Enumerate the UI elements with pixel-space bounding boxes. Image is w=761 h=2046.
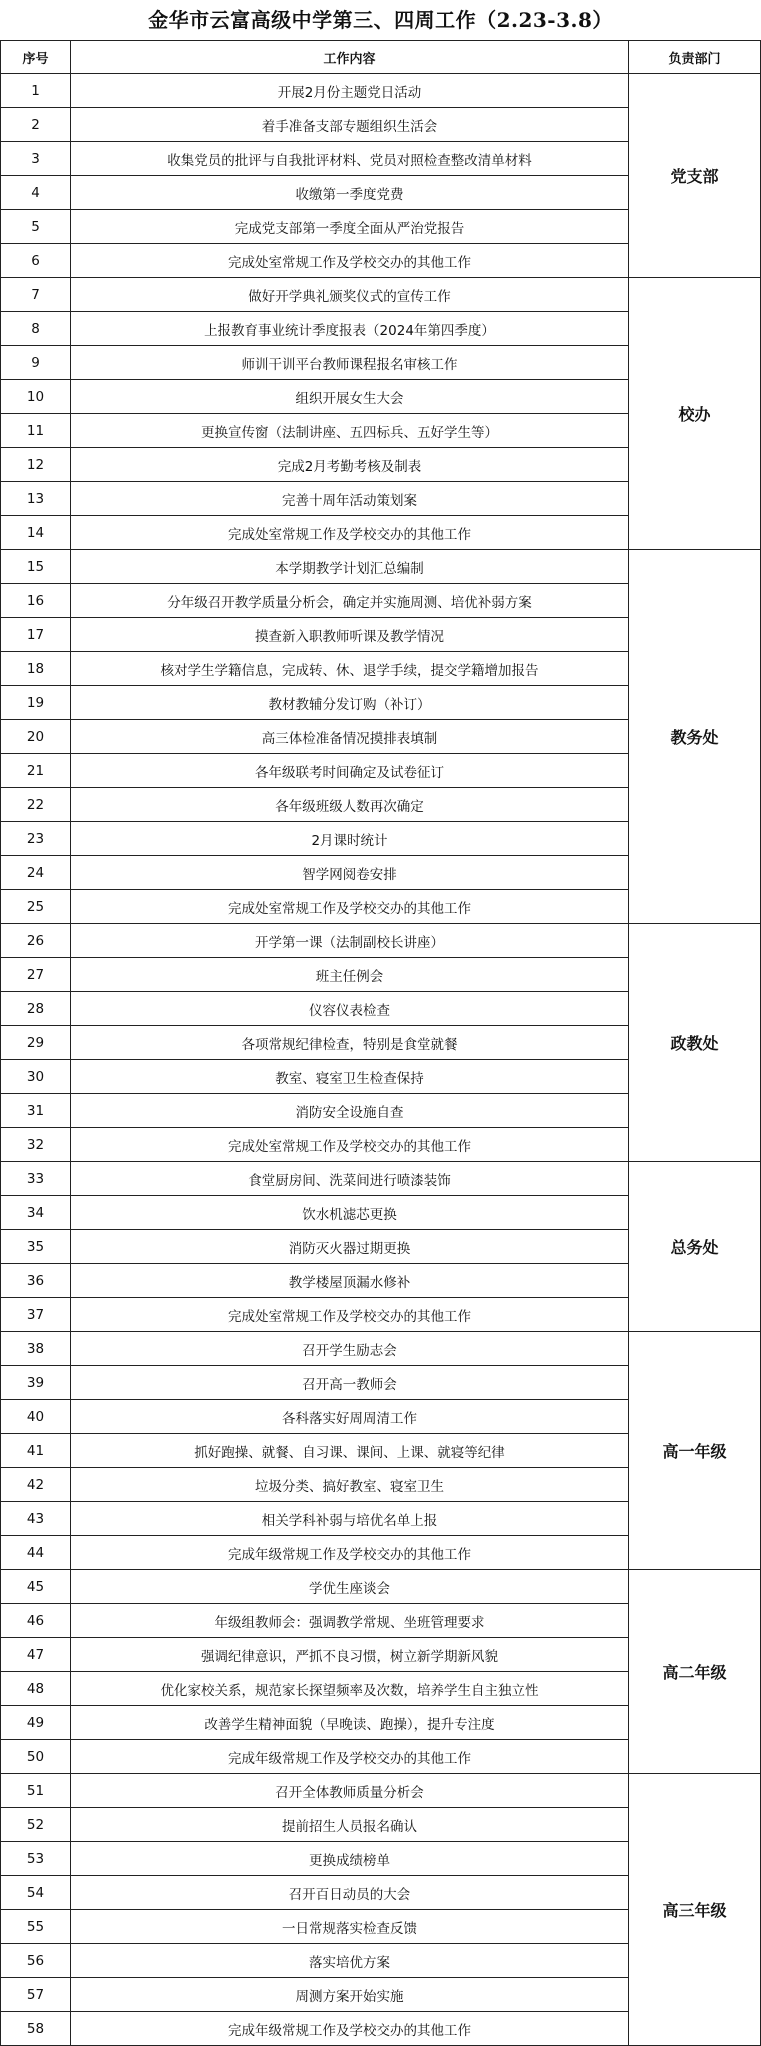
column-header-content: 工作内容 xyxy=(71,41,629,74)
row-number: 15 xyxy=(1,550,71,584)
task-content: 各年级班级人数再次确定 xyxy=(71,788,629,822)
task-content: 更换成绩榜单 xyxy=(71,1842,629,1876)
task-content: 教学楼屋顶漏水修补 xyxy=(71,1264,629,1298)
department-cell: 高三年级 xyxy=(629,1774,761,2046)
department-cell: 高一年级 xyxy=(629,1332,761,1570)
task-content: 饮水机滤芯更换 xyxy=(71,1196,629,1230)
task-content: 核对学生学籍信息，完成转、休、退学手续，提交学籍增加报告 xyxy=(71,652,629,686)
task-content: 完成处室常规工作及学校交办的其他工作 xyxy=(71,1128,629,1162)
row-number: 43 xyxy=(1,1502,71,1536)
task-content: 开展2月份主题党日活动 xyxy=(71,74,629,108)
row-number: 29 xyxy=(1,1026,71,1060)
row-number: 57 xyxy=(1,1978,71,2012)
row-number: 22 xyxy=(1,788,71,822)
table-body xyxy=(1,74,761,2046)
task-content: 落实培优方案 xyxy=(71,1944,629,1978)
task-content: 周测方案开始实施 xyxy=(71,1978,629,2012)
row-number: 26 xyxy=(1,924,71,958)
row-number: 11 xyxy=(1,414,71,448)
row-number: 54 xyxy=(1,1876,71,1910)
task-content: 垃圾分类、搞好教室、寝室卫生 xyxy=(71,1468,629,1502)
task-content: 着手准备支部专题组织生活会 xyxy=(71,108,629,142)
task-content: 召开学生励志会 xyxy=(71,1332,629,1366)
row-number: 9 xyxy=(1,346,71,380)
task-content: 本学期教学计划汇总编制 xyxy=(71,550,629,584)
row-number: 50 xyxy=(1,1740,71,1774)
row-number: 38 xyxy=(1,1332,71,1366)
row-number: 14 xyxy=(1,516,71,550)
row-number: 45 xyxy=(1,1570,71,1604)
task-content: 抓好跑操、就餐、自习课、课间、上课、就寝等纪律 xyxy=(71,1434,629,1468)
table-row xyxy=(1,924,761,958)
task-content: 仪容仪表检查 xyxy=(71,992,629,1026)
row-number: 31 xyxy=(1,1094,71,1128)
task-content: 提前招生人员报名确认 xyxy=(71,1808,629,1842)
table-row xyxy=(1,1162,761,1196)
task-content: 完成年级常规工作及学校交办的其他工作 xyxy=(71,1536,629,1570)
task-content: 完成2月考勤考核及制表 xyxy=(71,448,629,482)
row-number: 46 xyxy=(1,1604,71,1638)
task-content: 食堂厨房间、洗菜间进行喷漆装饰 xyxy=(71,1162,629,1196)
task-content: 强调纪律意识，严抓不良习惯，树立新学期新风貌 xyxy=(71,1638,629,1672)
row-number: 3 xyxy=(1,142,71,176)
row-number: 13 xyxy=(1,482,71,516)
row-number: 56 xyxy=(1,1944,71,1978)
task-content: 师训干训平台教师课程报名审核工作 xyxy=(71,346,629,380)
task-content: 消防灭火器过期更换 xyxy=(71,1230,629,1264)
task-content: 年级组教师会：强调教学常规、坐班管理要求 xyxy=(71,1604,629,1638)
row-number: 41 xyxy=(1,1434,71,1468)
task-content: 完成处室常规工作及学校交办的其他工作 xyxy=(71,244,629,278)
row-number: 21 xyxy=(1,754,71,788)
row-number: 7 xyxy=(1,278,71,312)
row-number: 55 xyxy=(1,1910,71,1944)
table-row xyxy=(1,1570,761,1604)
task-content: 一日常规落实检查反馈 xyxy=(71,1910,629,1944)
task-content: 开学第一课（法制副校长讲座） xyxy=(71,924,629,958)
header-row xyxy=(1,41,761,74)
row-number: 16 xyxy=(1,584,71,618)
table-row xyxy=(1,1774,761,1808)
row-number: 33 xyxy=(1,1162,71,1196)
row-number: 25 xyxy=(1,890,71,924)
work-table xyxy=(0,40,761,2046)
task-content: 高三体检准备情况摸排表填制 xyxy=(71,720,629,754)
task-content: 完成年级常规工作及学校交办的其他工作 xyxy=(71,2012,629,2046)
department-cell: 高二年级 xyxy=(629,1570,761,1774)
task-content: 各项常规纪律检查，特别是食堂就餐 xyxy=(71,1026,629,1060)
row-number: 19 xyxy=(1,686,71,720)
document-title: 金华市云富高级中学第三、四周工作（2.23-3.8） xyxy=(148,8,613,32)
task-content: 相关学科补弱与培优名单上报 xyxy=(71,1502,629,1536)
task-content: 智学网阅卷安排 xyxy=(71,856,629,890)
task-content: 优化家校关系，规范家长探望频率及次数，培养学生自主独立性 xyxy=(71,1672,629,1706)
department-cell: 教务处 xyxy=(629,550,761,924)
row-number: 52 xyxy=(1,1808,71,1842)
task-content: 2月课时统计 xyxy=(71,822,629,856)
row-number: 1 xyxy=(1,74,71,108)
task-content: 教室、寝室卫生检查保持 xyxy=(71,1060,629,1094)
task-content: 教材教辅分发订购（补订） xyxy=(71,686,629,720)
task-content: 完成党支部第一季度全面从严治党报告 xyxy=(71,210,629,244)
department-cell: 总务处 xyxy=(629,1162,761,1332)
task-content: 更换宣传窗（法制讲座、五四标兵、五好学生等） xyxy=(71,414,629,448)
task-content: 完成处室常规工作及学校交办的其他工作 xyxy=(71,1298,629,1332)
task-content: 消防安全设施自查 xyxy=(71,1094,629,1128)
task-content: 分年级召开教学质量分析会，确定并实施周测、培优补弱方案 xyxy=(71,584,629,618)
row-number: 27 xyxy=(1,958,71,992)
row-number: 40 xyxy=(1,1400,71,1434)
row-number: 10 xyxy=(1,380,71,414)
row-number: 8 xyxy=(1,312,71,346)
task-content: 收缴第一季度党费 xyxy=(71,176,629,210)
row-number: 17 xyxy=(1,618,71,652)
task-content: 各科落实好周周清工作 xyxy=(71,1400,629,1434)
row-number: 42 xyxy=(1,1468,71,1502)
row-number: 48 xyxy=(1,1672,71,1706)
task-content: 召开全体教师质量分析会 xyxy=(71,1774,629,1808)
row-number: 18 xyxy=(1,652,71,686)
row-number: 53 xyxy=(1,1842,71,1876)
row-number: 6 xyxy=(1,244,71,278)
row-number: 4 xyxy=(1,176,71,210)
task-content: 召开高一教师会 xyxy=(71,1366,629,1400)
task-content: 做好开学典礼颁奖仪式的宣传工作 xyxy=(71,278,629,312)
table-row xyxy=(1,1332,761,1366)
department-cell: 校办 xyxy=(629,278,761,550)
task-content: 完善十周年活动策划案 xyxy=(71,482,629,516)
row-number: 23 xyxy=(1,822,71,856)
row-number: 47 xyxy=(1,1638,71,1672)
department-cell: 党支部 xyxy=(629,74,761,278)
task-content: 摸查新入职教师听课及教学情况 xyxy=(71,618,629,652)
row-number: 30 xyxy=(1,1060,71,1094)
row-number: 24 xyxy=(1,856,71,890)
task-content: 各年级联考时间确定及试卷征订 xyxy=(71,754,629,788)
task-content: 召开百日动员的大会 xyxy=(71,1876,629,1910)
task-content: 完成处室常规工作及学校交办的其他工作 xyxy=(71,516,629,550)
task-content: 组织开展女生大会 xyxy=(71,380,629,414)
row-number: 39 xyxy=(1,1366,71,1400)
task-content: 班主任例会 xyxy=(71,958,629,992)
row-number: 36 xyxy=(1,1264,71,1298)
table-row xyxy=(1,74,761,108)
row-number: 12 xyxy=(1,448,71,482)
task-content: 上报教育事业统计季度报表（2024年第四季度） xyxy=(71,312,629,346)
row-number: 34 xyxy=(1,1196,71,1230)
task-content: 改善学生精神面貌（早晚读、跑操），提升专注度 xyxy=(71,1706,629,1740)
row-number: 5 xyxy=(1,210,71,244)
row-number: 35 xyxy=(1,1230,71,1264)
row-number: 58 xyxy=(1,2012,71,2046)
column-header-department: 负责部门 xyxy=(629,41,761,74)
column-header-number: 序号 xyxy=(1,41,71,74)
task-content: 收集党员的批评与自我批评材料、党员对照检查整改清单材料 xyxy=(71,142,629,176)
row-number: 2 xyxy=(1,108,71,142)
task-content: 学优生座谈会 xyxy=(71,1570,629,1604)
row-number: 49 xyxy=(1,1706,71,1740)
row-number: 44 xyxy=(1,1536,71,1570)
task-content: 完成处室常规工作及学校交办的其他工作 xyxy=(71,890,629,924)
row-number: 28 xyxy=(1,992,71,1026)
row-number: 32 xyxy=(1,1128,71,1162)
department-cell: 政教处 xyxy=(629,924,761,1162)
row-number: 51 xyxy=(1,1774,71,1808)
table-row xyxy=(1,550,761,584)
row-number: 37 xyxy=(1,1298,71,1332)
row-number: 20 xyxy=(1,720,71,754)
table-row xyxy=(1,278,761,312)
task-content: 完成年级常规工作及学校交办的其他工作 xyxy=(71,1740,629,1774)
